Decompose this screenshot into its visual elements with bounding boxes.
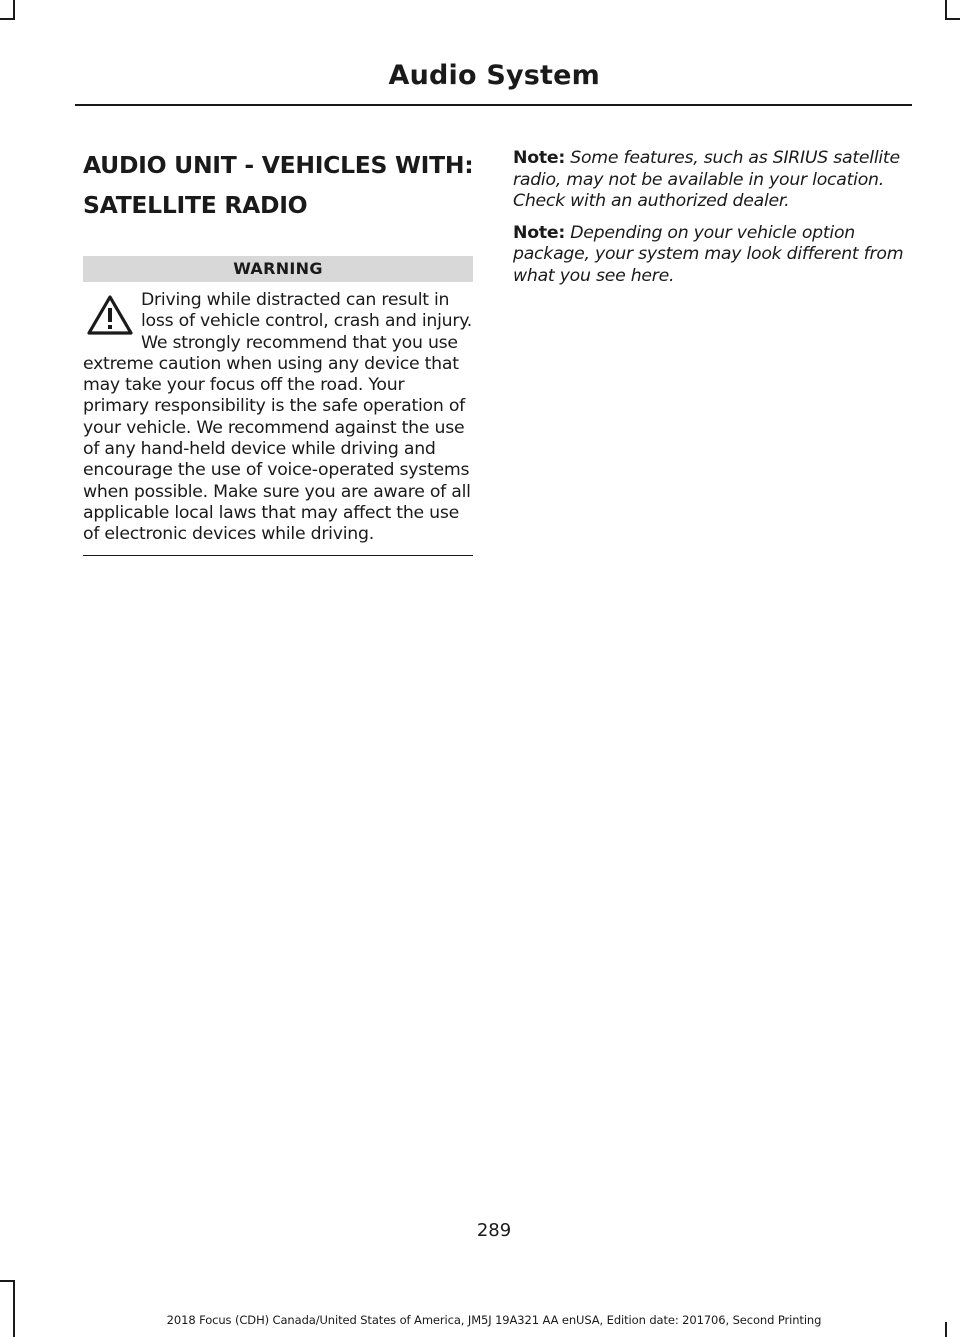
note-paragraph xyxy=(513,223,910,288)
warning-triangle-icon xyxy=(85,293,135,337)
crop-mark xyxy=(0,18,15,20)
note-text: Some features, such as SIRIUS satellite radio, may not be available in your location. Check with an authorized dealer. xyxy=(513,148,900,211)
warning-header: WARNING xyxy=(83,256,473,282)
section-title xyxy=(83,145,476,225)
right-column xyxy=(513,148,910,297)
header-divider xyxy=(75,104,912,106)
crop-mark xyxy=(0,1280,15,1282)
left-column xyxy=(83,145,476,556)
warning-box xyxy=(83,290,475,546)
page-footer: 2018 Focus (CDH) Canada/United States of America, JM5J 19A321 AA enUSA, Edition date: 201706, Second Printing xyxy=(166,1313,822,1327)
note-text: Depending on your vehicle option package, your system may look different from what you see here. xyxy=(513,222,904,286)
warning-divider xyxy=(83,555,473,557)
crop-mark xyxy=(13,0,15,19)
page-number: 289 xyxy=(476,1220,512,1241)
section-title-line1: AUDIO UNIT - VEHICLES WITH: xyxy=(83,151,474,179)
note-label: Note: xyxy=(513,148,565,168)
warning-text: Driving while distracted can result in loss of vehicle control, crash and injury. We strongly recommend that you use extreme caution when using any device that may take your focus off the road. Your primary responsibility is the safe operation of your vehicle. We recommend against the use of any hand-held device while driving and encourage the use of voice-operated systems when possible. Make sure you are aware of all applicable local laws that may affect the use of electronic devices while driving. xyxy=(83,290,472,545)
crop-mark xyxy=(945,18,960,20)
crop-mark xyxy=(13,1280,15,1337)
note-label: Note: xyxy=(513,222,565,243)
crop-mark xyxy=(945,0,947,19)
section-title-line2: SATELLITE RADIO xyxy=(83,191,308,219)
note-paragraph xyxy=(513,148,910,213)
page-header-title: Audio System xyxy=(388,60,600,91)
